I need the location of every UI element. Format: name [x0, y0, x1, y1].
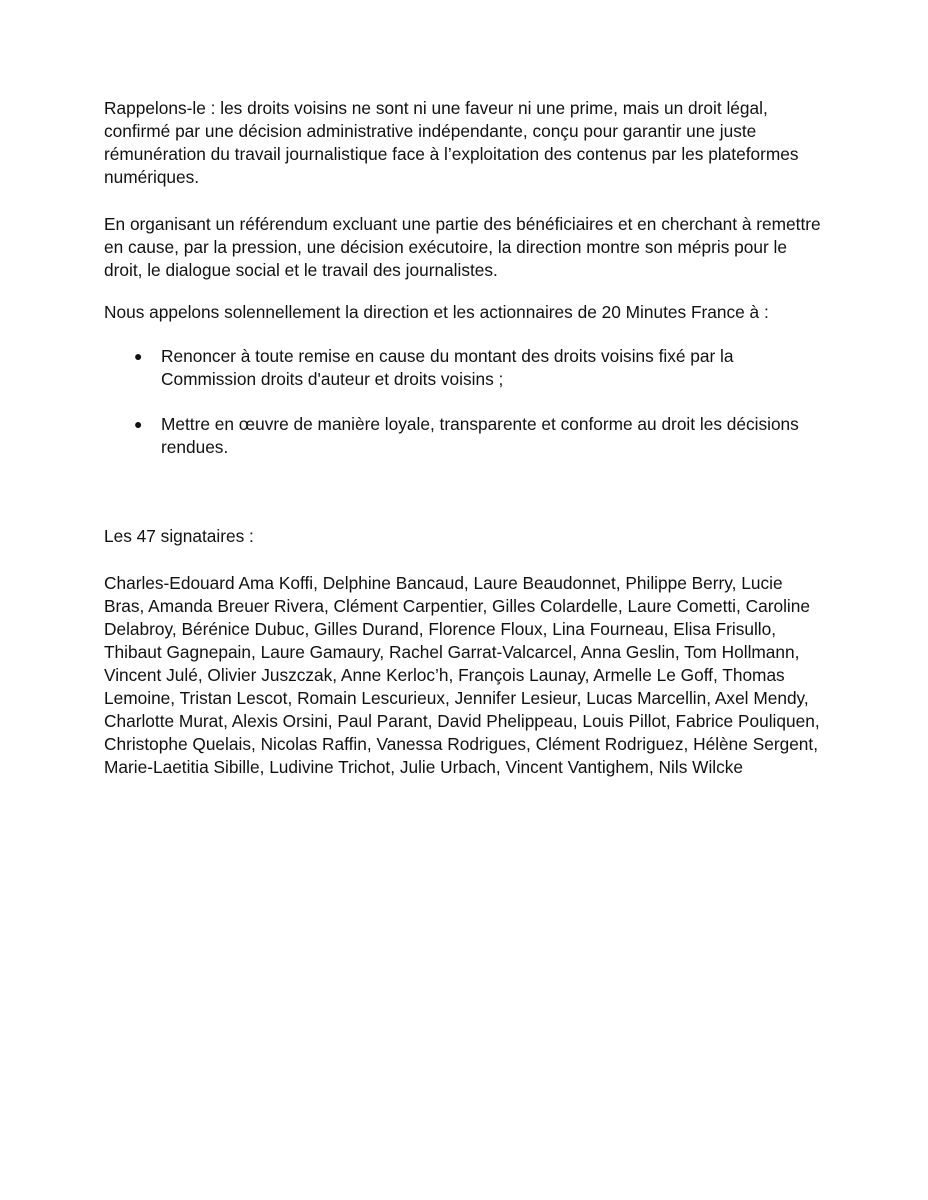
paragraph-referendum: En organisant un référendum excluant une partie des bénéficiaires et en cherchant à remettre en cause, par la pression, une décision exécutoire, la direction montre son mépris pour le droit, le dialogue social et le travail des journalistes. — [104, 214, 821, 280]
paragraph-appeal: Nous appelons solennellement la direction et les actionnaires de 20 Minutes France à : — [104, 302, 769, 322]
signatories-heading: Les 47 signataires : — [104, 526, 254, 546]
list-item — [104, 345, 824, 391]
bullet-icon: ● — [134, 348, 143, 364]
list-item-text: Renoncer à toute remise en cause du montant des droits voisins fixé par la Commission droits d'auteur et droits voisins ; — [161, 346, 734, 389]
list-item — [104, 413, 824, 459]
signatories-list: Charles-Edouard Ama Koffi, Delphine Bancaud, Laure Beaudonnet, Philippe Berry, Lucie Bras, Amanda Breuer Rivera, Clément Carpentier, Gilles Colardelle, Laure Cometti, Caroline Delabroy, Bérénice Dubuc, Gilles Durand, Florence Floux, Lina Fourneau, Elisa Frisullo, Thibaut Gagnepain, Laure Gamaury, Rachel Garrat-Valcarcel, Anna Geslin, Tom Hollmann, Vincent Julé, Olivier Juszczak, Anne Kerloc’h, François Launay, Armelle Le Goff, Thomas Lemoine, Tristan Lescot, Romain Lescurieux, Jennifer Lesieur, Lucas Marcellin, Axel Mendy, Charlotte Murat, Alexis Orsini, Paul Parant, David Phelippeau, Louis Pillot, Fabrice Pouliquen, Christophe Quelais, Nicolas Raffin, Vanessa Rodrigues, Clément Rodriguez, Hélène Sergent, Marie-Laetitia Sibille, Ludivine Trichot, Julie Urbach, Vincent Vantighem, Nils Wilcke — [104, 573, 820, 777]
list-item-text: Mettre en œuvre de manière loyale, transparente et conforme au droit les décisions rendues. — [161, 414, 799, 457]
paragraph-droits-voisins: Rappelons-le : les droits voisins ne sont ni une faveur ni une prime, mais un droit légal, confirmé par une décision administrative indépendante, conçu pour garantir une juste rémunération du travail journalistique face à l’exploitation des contenus par les plateformes numériques. — [104, 98, 799, 187]
bullet-icon: ● — [134, 416, 143, 432]
